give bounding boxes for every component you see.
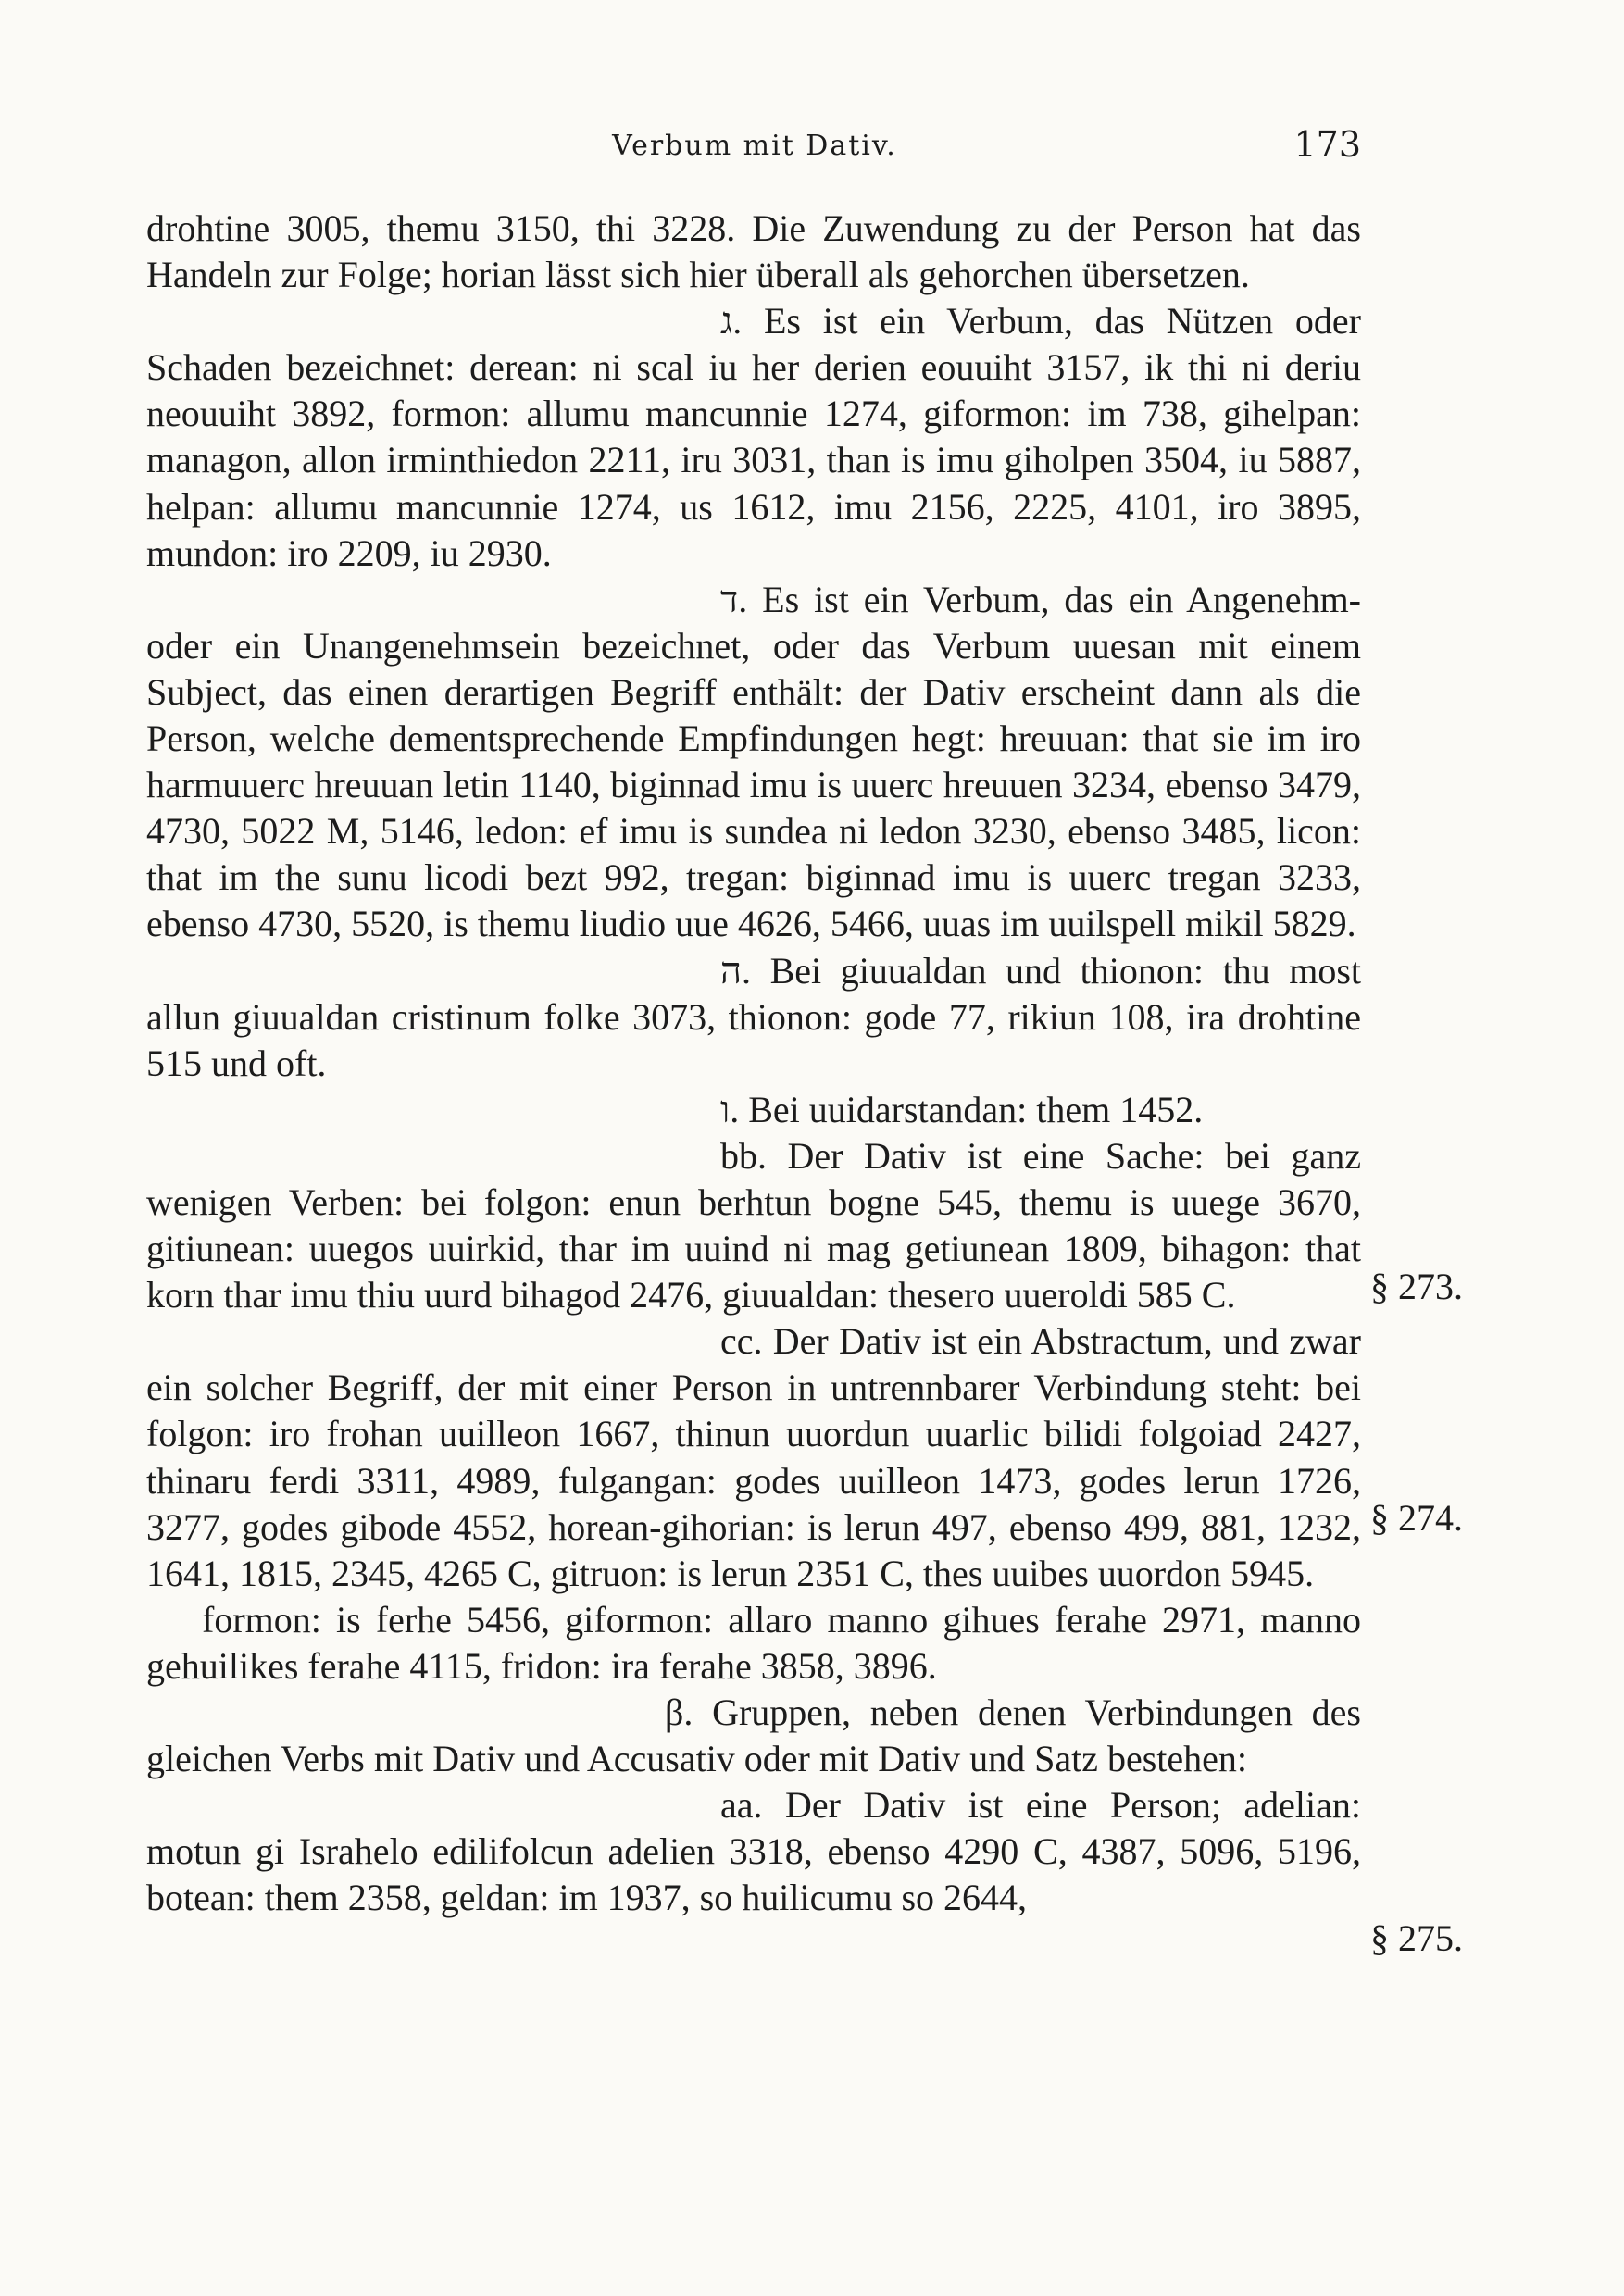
paragraph-dalet: ד. Es ist ein Verbum, das ein Angenehm- oder ein Unangenehmsein bezeichnet, oder das Verbum uuesan mit einem Subject, das einen derartigen Begriff enthält: der Dativ erscheint dann als die Person, welche dementsprechende Empfindungen hegt: hreuuan: that sie im iro harmuuerc hreuuan letin 1140, biginnad imu is uuerc hreuuen 3234, ebenso 3479, 4730, 5022 M, 5146, ledon: ef imu is sundea ni ledon 3230, ebenso 3485, licon: that im the sunu licodi bezt 992, tregan: biginnad imu is uuerc tregan 3233, ebenso 4730, 5520, is themu liudio uue 4626, 5466, uuas im uuilspell mikil 5829. [146, 578, 1361, 945]
paragraph-beta: β. Gruppen, neben denen Verbindungen des gleichen Verbs mit Dativ und Accusativ oder mit Dativ und Satz bestehen: [146, 1691, 1361, 1780]
margin-note-273: § 273. [1370, 1266, 1463, 1307]
paragraph-vav: ו. Bei uuidarstandan: them 1452. [720, 1088, 1204, 1130]
paragraph-bb: bb. Der Dativ ist eine Sache: bei ganz wenigen Verben: bei folgon: enun berhtun bogne 545, themu is uuege 3670, gitiunean: uuegos uuirkid, thar im uuind ni mag getiunean 1809, bihagon: that korn thar imu thiu uurd bihagod 2476, giuualdan: thesero uueroldi 585 C. [146, 1134, 1361, 1316]
margin-note-275: § 275. [1370, 1917, 1463, 1959]
page-body [146, 206, 1361, 1921]
page-header [148, 124, 1361, 176]
page-number: 173 [1293, 124, 1361, 165]
margin-note-274: § 274. [1370, 1497, 1463, 1539]
paragraph-continuation: drohtine 3005, themu 3150, thi 3228. Die Zuwendung zu der Person hat das Handeln zur Folge; horian lässt sich hier überall als gehorchen übersetzen. [146, 207, 1361, 296]
paragraph-he: ה. Bei giuualdan und thionon: thu most allun giuualdan cristinum folke 3073, thionon: gode 77, rikiun 108, ira drohtine 515 und oft. [146, 949, 1361, 1084]
paragraph-gimel: ג. Es ist ein Verbum, das Nützen oder Schaden bezeichnet: derean: ni scal iu her derien eouuiht 3157, ik thi ni deriu neouuiht 3892, formon: allumu mancunnie 1274, giformon: im 738, gihelpan: managon, allon irminthiedon 2211, iru 3031, than is imu giholpen 3504, iu 5887, helpan: allumu mancunnie 1274, us 1612, imu 2156, 2225, 4101, iro 3895, mundon: iro 2209, iu 2930. [146, 300, 1361, 574]
paragraph-formon: formon: is ferhe 5456, giformon: allaro manno gihues ferahe 2971, manno gehuilikes ferahe 4115, fridon: ira ferahe 3858, 3896. [146, 1598, 1361, 1687]
running-title: Verbum mit Dativ. [612, 130, 897, 162]
paragraph-cc: cc. Der Dativ ist ein Abstractum, und zwar ein solcher Begriff, der mit einer Person in untrennbarer Verbindung steht: bei folgon: iro frohan uuilleon 1667, thinun uuordun uuarlic bilidi folgoiad 2427, thinaru ferdi 3311, 4989, fulgangan: godes uuilleon 1473, godes lerun 1726, 3277, godes gibode 4552, horean-gihorian: is lerun 497, ebenso 499, 881, 1232, 1641, 1815, 2345, 4265 C, gitruon: is lerun 2351 C, thes uuibes uuordon 5945. [146, 1320, 1361, 1594]
paragraph-aa: aa. Der Dativ ist eine Person; adelian: motun gi Israhelo edilifolcun adelien 3318, ebenso 4290 C, 4387, 5096, 5196, botean: them 2358, geldan: im 1937, so huilicumu so 2644, [146, 1784, 1361, 1919]
